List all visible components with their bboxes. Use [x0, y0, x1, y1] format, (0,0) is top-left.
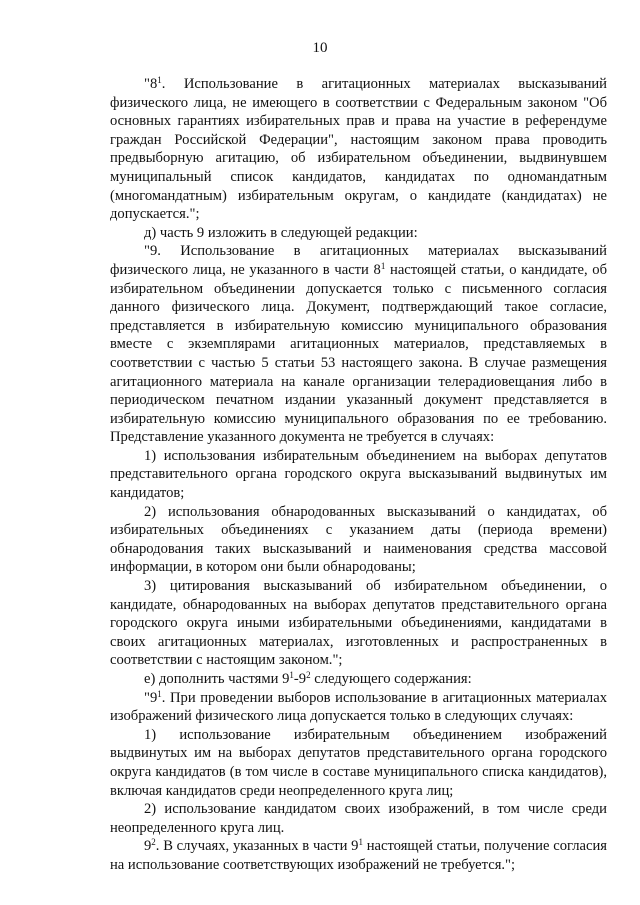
paragraph-d-intro: д) часть 9 изложить в следующей редакции:	[144, 224, 418, 241]
list-item-3: 3) цитирования высказываний об избирательном объединении, о кандидате, обнародованных на выборах депутатов представительного органа городского округа иными избирательными объединениями, кандидатами в своих агитационных материалах, изготовленных и распространенных в соответствии с настоящим законом.";	[110, 578, 607, 669]
page-number: 10	[312, 40, 328, 56]
document-body	[110, 75, 607, 875]
paragraph-e-intro: е) дополнить частями $9^1-9^2$ следующего содержания:	[144, 670, 472, 687]
list-item-2: 2) использования обнародованных высказываний о кандидатах, об избирательных объединениях с указанием даты (периода времени) обнародования таких высказываний и наименования средства массовой информации, в котором они были обнародованы;	[110, 503, 607, 576]
list-item-9-1-2: 2) использование кандидатом своих изображений, в том числе среди неопределенного круга лиц.	[110, 801, 607, 836]
paragraph-9: "9. Использование в агитационных материалах высказываний физического лица, не указанного в части $8^1$ настоящей статьи, о кандидате, об избирательном объединении допускается только с письменного согласия данного физического лица. Документ, подтверждающий такое согласие, представляется в избирательную комиссию муниципального образования вместе с экземплярами агитационных материалов, представляемых в соответствии с частью 5 статьи 53 настоящего закона. В случае размещения агитационного материала на канале организации телерадиовещания либо в периодическом печатном издании указанный документ представляется в избирательную комиссию муниципального образования по ее требованию. Представление указанного документа не требуется в случаях:	[110, 243, 607, 446]
list-item-1: 1) использования избирательным объединением на выборах депутатов представительного органа городского округа высказываний выдвинутых им кандидатов;	[110, 447, 607, 502]
list-item-9-1-1: 1) использование избирательным объединением изображений выдвинутых им на выборах депутатов представительного органа городского округа кандидатов (в том числе в составе муниципального списка кандидатов), включая кандидатов среди неопределенного круга лиц;	[110, 726, 607, 799]
paragraph-9-1: "$9^1$. При проведении выборов использование в агитационных материалах изображений физического лица допускается только в следующих случаях:	[110, 688, 607, 725]
paragraph-9-2: $9^2$. В случаях, указанных в части $9^1$ настоящей статьи, получение согласия на использование соответствующих изображений не требуется.";	[110, 837, 607, 873]
paragraph-8-1: "$8^1$. Использование в агитационных материалах высказываний физического лица, не имеющего в соответствии с Федеральным законом "Об основных гарантиях избирательных прав и права на участие в референдуме граждан Российской Федерации", настоящим законом права проводить предвыборную агитацию, об избирательном объединении, выдвинувшем муниципальный список кандидатов, кандидатах по одномандатным (многомандатным) избирательным округам, о кандидате (кандидатах) не допускается.";	[110, 75, 607, 223]
